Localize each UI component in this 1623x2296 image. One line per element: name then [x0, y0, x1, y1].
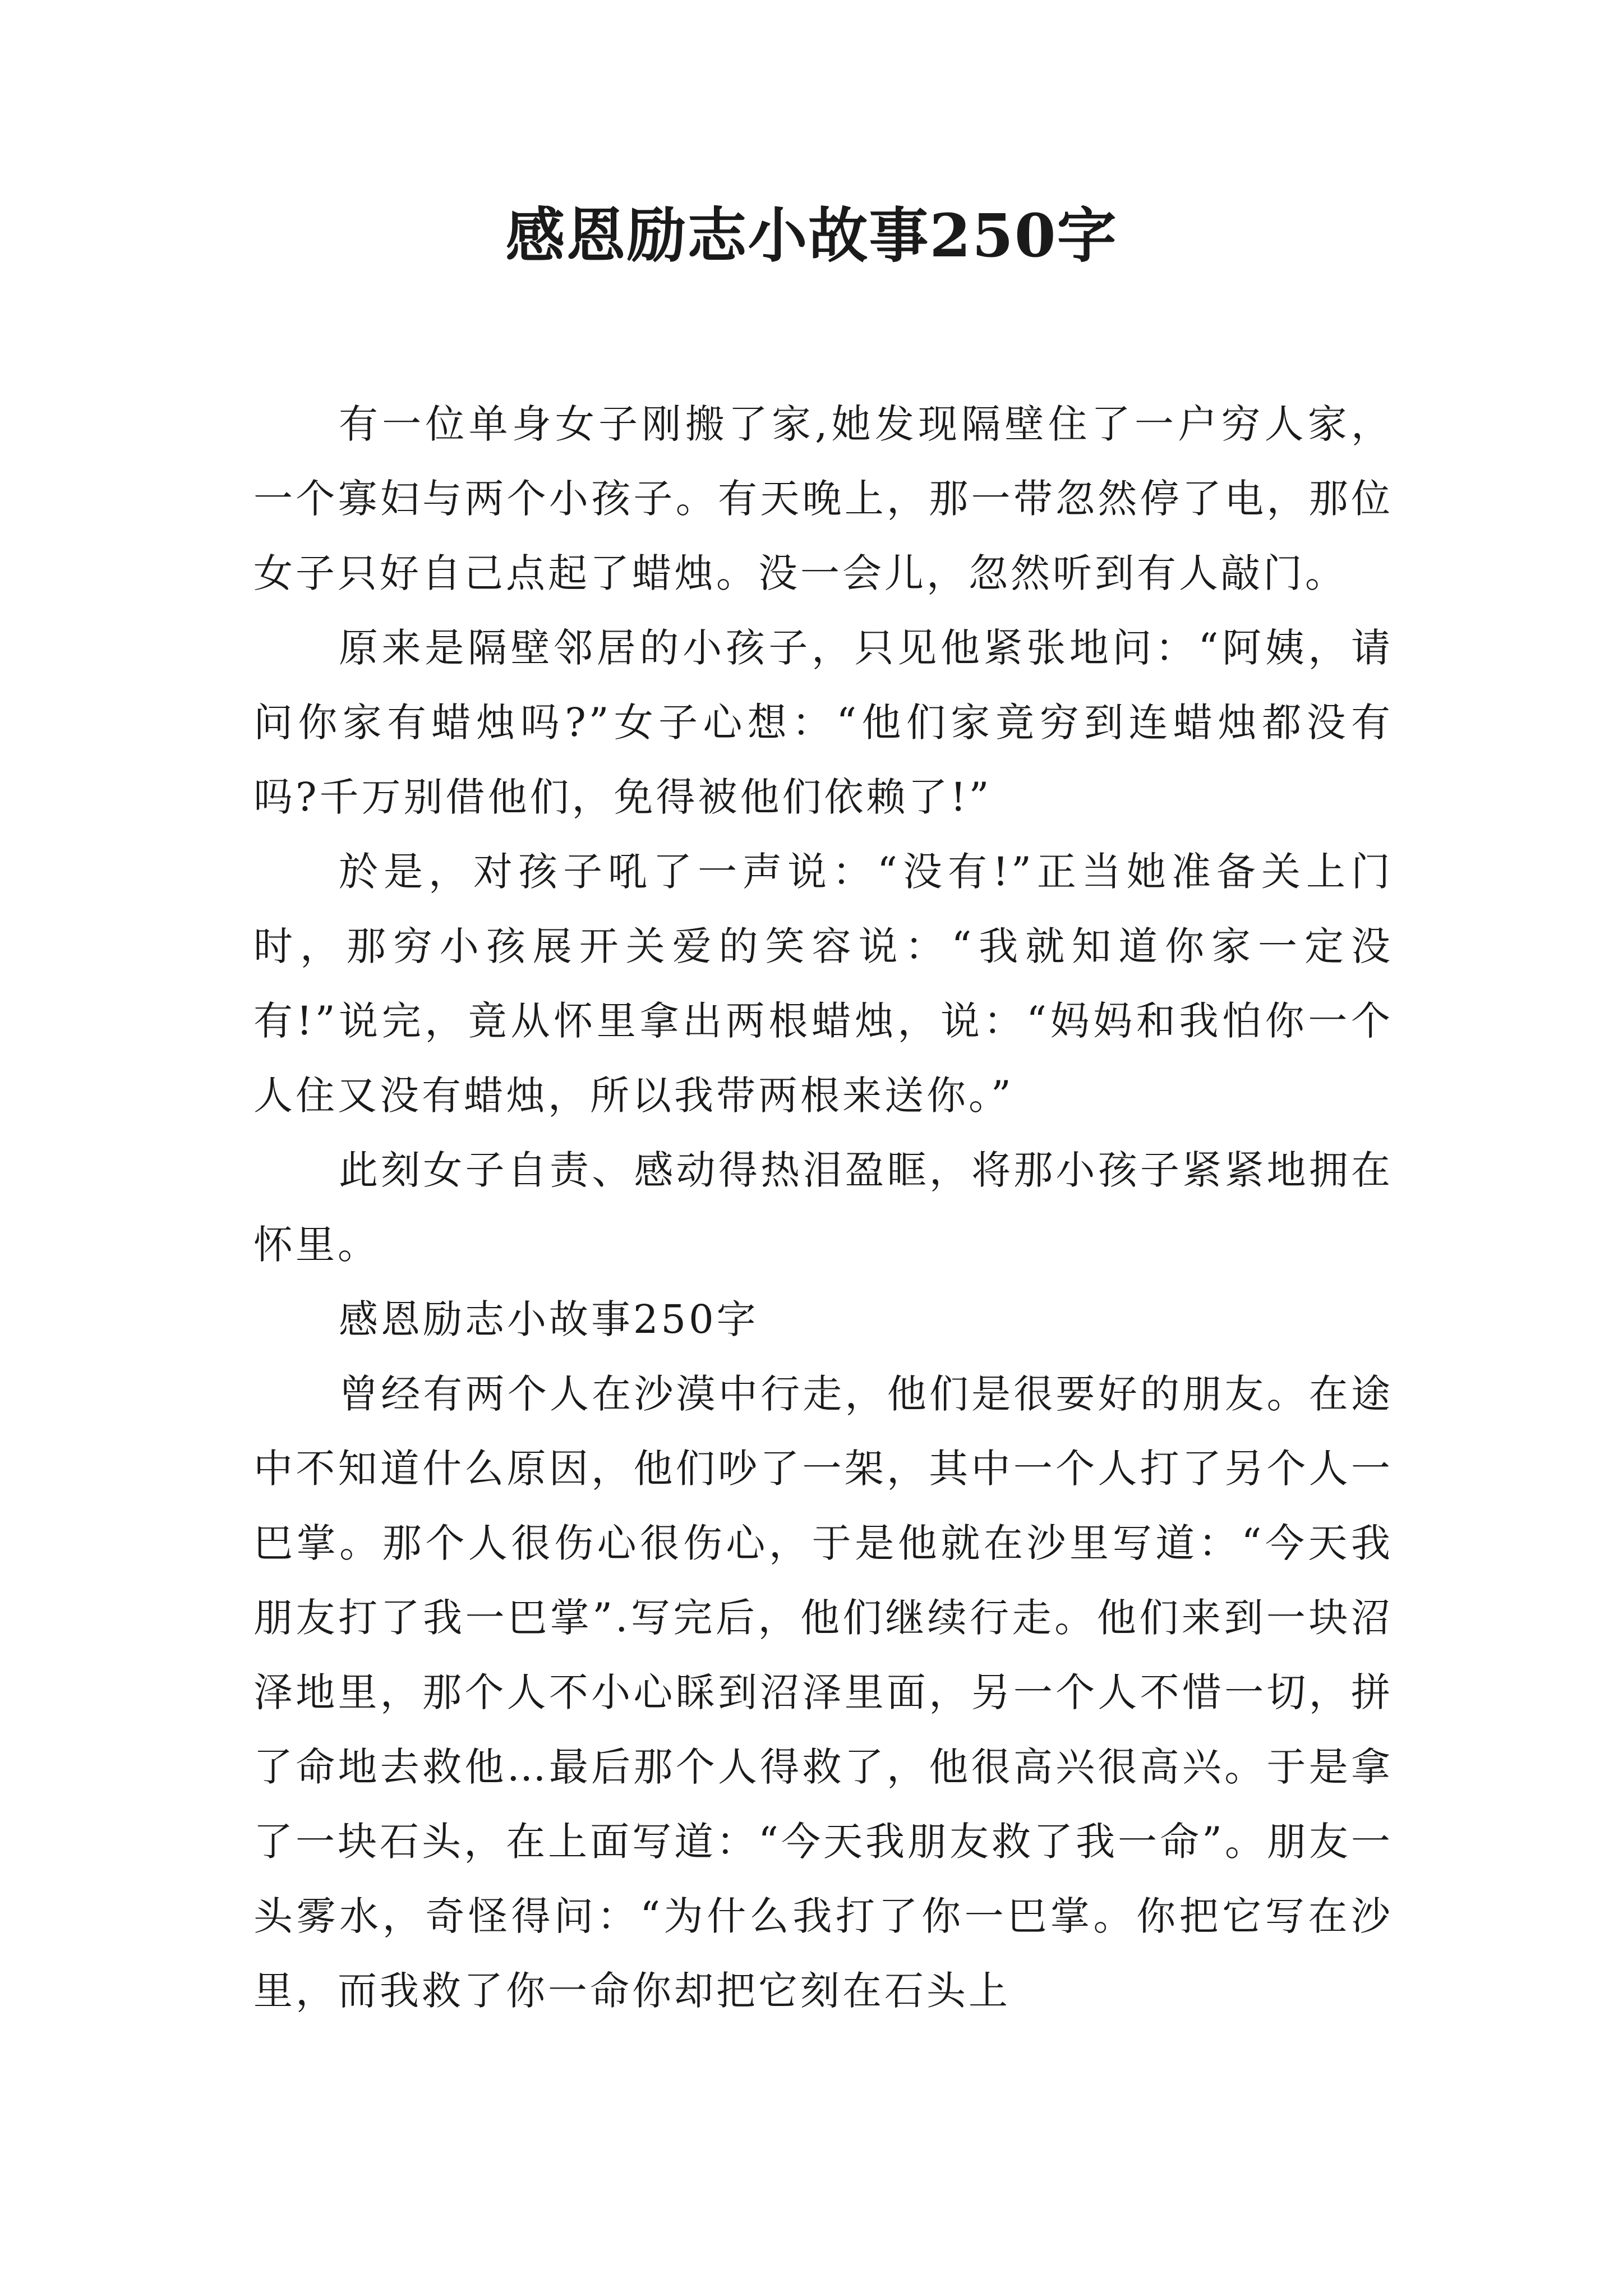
paragraph-candle-request: 原来是隔壁邻居的小孩子，只见他紧张地问：“阿姨，请问你家有蜡烛吗?”女子心想：“他们家竟穷到连蜡烛都没有吗?千万别借他们，免得被他们依赖了!” — [253, 625, 1393, 820]
paragraph-embrace: 此刻女子自责、感动得热泪盈眶，将那小孩子紧紧地拥在怀里。 — [253, 1147, 1393, 1268]
document-title: 感恩励志小故事250字 — [505, 200, 1118, 270]
section-subheading: 感恩励志小故事250字 — [339, 1296, 759, 1342]
paragraph-desert-friends: 曾经有两个人在沙漠中行走，他们是很要好的朋友。在途中不知道什么原因，他们吵了一架，其中一个人打了另个人一巴掌。那个人很伤心很伤心，于是他就在沙里写道：“今天我朋友打了我一巴掌”.写完后，他们继续行走。他们来到一块沼泽地里，那个人不小心睬到沼泽里面，另一个人不惜一切，拼了命地去救他…最后那个人得救了，他很高兴很高兴。于是拿了一块石头，在上面写道：“今天我朋友救了我一命”。朋友一头雾水，奇怪得问：“为什么我打了你一巴掌。你把它写在沙里，而我救了你一命你却把它刻在石头上 — [253, 1371, 1393, 2014]
document-body — [253, 387, 1393, 2028]
paragraph-candle-gift: 於是，对孩子吼了一声说：“没有!”正当她准备关上门时，那穷小孩展开关爱的笑容说：“我就知道你家一定没有!”说完，竟从怀里拿出两根蜡烛，说：“妈妈和我怕你一个人住又没有蜡烛，所以我带两根来送你。” — [253, 849, 1393, 1119]
paragraph-moving-neighbor: 有一位单身女子刚搬了家,她发现隔壁住了一户穷人家，一个寡妇与两个小孩子。有天晚上，那一带忽然停了电，那位女子只好自己点起了蜡烛。没一会儿，忽然听到有人敲门。 — [253, 401, 1393, 596]
